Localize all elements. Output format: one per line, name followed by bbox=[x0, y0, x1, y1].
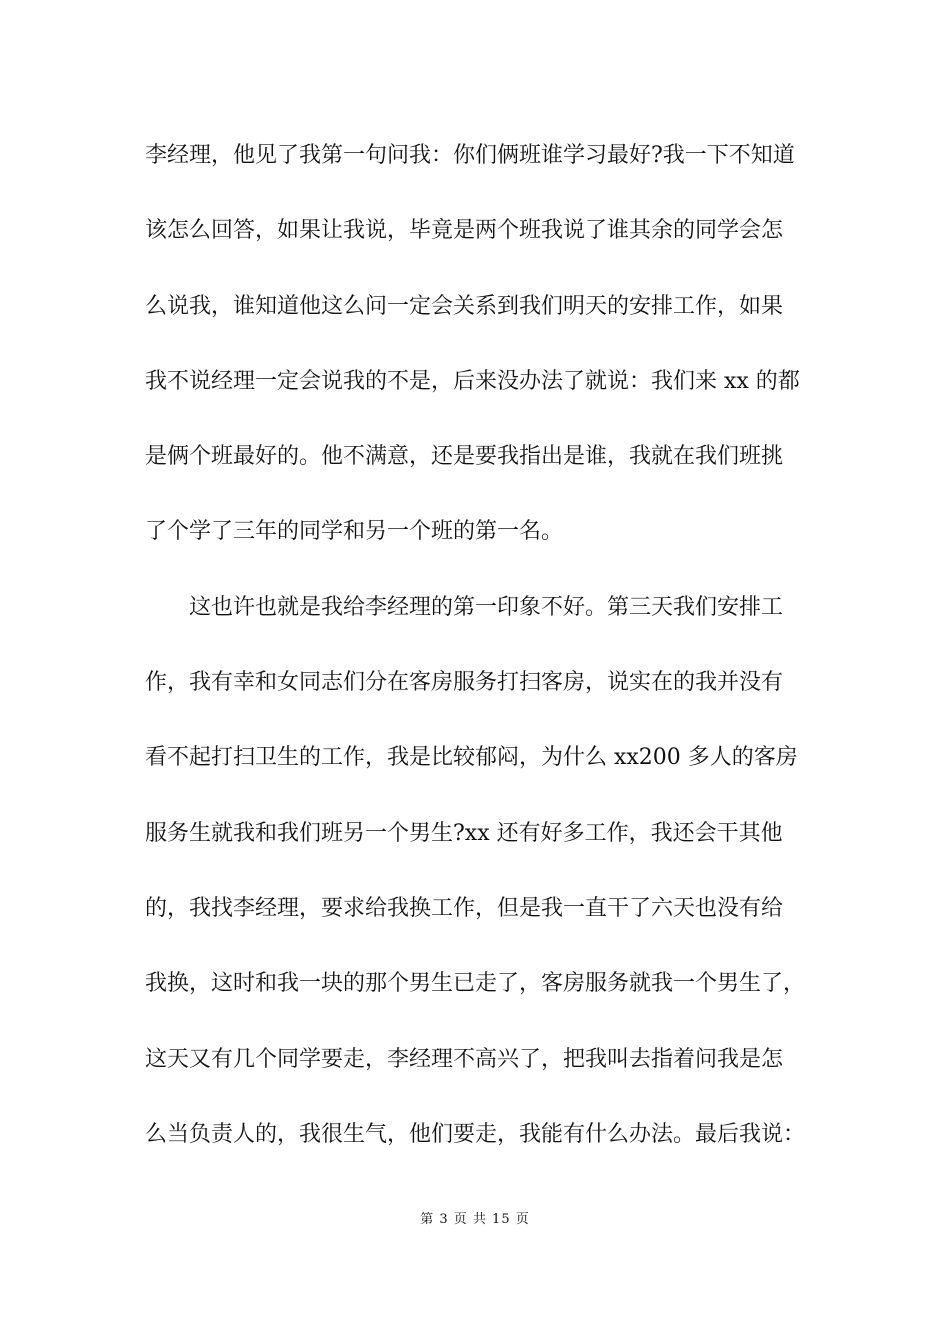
text-line-9: 看不起打扫卫生的工作，我是比较郁闷，为什么 xx200 多人的客房 bbox=[145, 745, 798, 771]
text-line-3: 么说我，谁知道他这么问一定会关系到我们明天的安排工作，如果 bbox=[145, 293, 784, 319]
document-body bbox=[145, 134, 825, 1188]
page-number-footer: 第 3 页 共 15 页 bbox=[420, 1212, 530, 1227]
text-line-6: 了个学了三年的同学和另一个班的第一名。 bbox=[145, 519, 564, 545]
text-line-8: 作，我有幸和女同志们分在客房服务打扫客房，说实在的我并没有 bbox=[145, 670, 784, 696]
text-line-2: 该怎么回答，如果让我说，毕竟是两个班我说了谁其余的同学会怎 bbox=[145, 218, 784, 244]
text-line-4: 我不说经理一定会说我的不是，后来没办法了就说：我们来 xx 的都 bbox=[145, 368, 800, 394]
text-line-14: 么当负责人的，我很生气，他们要走，我能有什么办法。最后我说： bbox=[145, 1121, 806, 1147]
text-line-13: 这天又有几个同学要走，李经理不高兴了，把我叫去指着问我是怎 bbox=[145, 1046, 784, 1072]
text-line-11: 的，我找李经理，要求给我换工作，但是我一直干了六天也没有给 bbox=[145, 895, 784, 921]
text-line-5: 是俩个班最好的。他不满意，还是要我指出是谁，我就在我们班挑 bbox=[145, 444, 784, 470]
text-line-1: 李经理，他见了我第一句问我：你们俩班谁学习最好?我一下不知道 bbox=[145, 143, 795, 168]
text-line-7: 这也许也就是我给李经理的第一印象不好。第三天我们安排工 bbox=[145, 594, 784, 620]
text-line-12: 我换，这时和我一块的那个男生已走了，客房服务就我一个男生了， bbox=[145, 971, 806, 997]
text-line-10: 服务生就我和我们班另一个男生?xx 还有好多工作，我还会干其他 bbox=[145, 820, 783, 846]
